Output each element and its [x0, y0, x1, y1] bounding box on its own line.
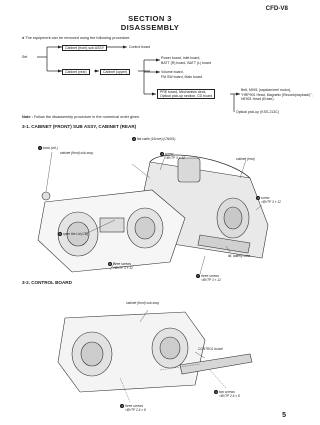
step-number: 2 — [121, 404, 123, 408]
flow-power-board-1: Power board, Inlet board, — [161, 56, 201, 60]
flow-volume-board-2: FM SW board, Main board — [161, 74, 203, 79]
callout-three-screws-right-1: three screws — [201, 273, 220, 278]
callout-batt-case: lid, battery case — [228, 254, 251, 258]
callout-screw-right-1: screw — [261, 195, 270, 200]
flow-volume-board-1: Volume board, — [161, 70, 184, 74]
step-number: 4 — [257, 196, 259, 200]
callout-knob-text: knob (vol.) — [43, 145, 58, 150]
flow-optical-pickup: Optical pick-up (KSS-213C) — [236, 110, 279, 114]
callout-two-screws-2: <BVTP 2.6 × 8 — [219, 393, 240, 398]
flow-power-board-2: BATT (R) board, BATT (L) board — [161, 60, 212, 65]
page-number: 5 — [282, 412, 286, 419]
callout-cab-rear: cabinet (rear) — [236, 157, 255, 161]
callout-open-lid — [58, 232, 88, 237]
callout-cab-front-assy-2: cabinet (front) sub assy — [126, 301, 160, 305]
flow-pre-board — [157, 89, 215, 99]
step-number: 1 — [39, 146, 41, 150]
flow-belt-3: HE901 Head (Erase) — [241, 97, 274, 101]
heading-3-1: 3-1. CABINET (FRONT) SUB ASSY, CABINET (REAR) — [22, 124, 137, 129]
flow-pre-board-line-1: PRE board, Mechanism deck, — [160, 90, 207, 94]
callout-flat-cable-text: flat cable (16core) (CN601) — [137, 136, 176, 141]
flow-cabinet-front: Cabinet (front) sub ASSY — [62, 45, 107, 51]
callout-screw-top — [160, 152, 185, 160]
flow-set: Set — [22, 55, 28, 59]
callout-three-screws-left — [108, 262, 133, 270]
callout-control-board: CONTROL board — [198, 347, 223, 351]
flow-control-board: Control board — [129, 45, 151, 49]
section-title: SECTION 3 — [128, 14, 172, 23]
callout-knob — [38, 146, 58, 151]
callout-three-screws-left-2: <BVTP 3 × 12 — [113, 265, 133, 270]
flow-cabinet-upper: Cabinet (upper) — [100, 69, 130, 75]
callout-screw-right — [256, 196, 281, 204]
heading-3-2: 3-2. CONTROL BOARD — [22, 280, 72, 285]
callout-three-screws-2-2: <BVTP 2.6 × 8 — [125, 407, 146, 412]
step-number: 6 — [109, 262, 111, 266]
callout-screw-top-2: <BVTP 3 × 12 — [165, 155, 185, 160]
step-number: 7 — [197, 274, 199, 278]
section-subtitle: DISASSEMBLY — [120, 23, 180, 32]
flow-belt-2: "HRP901 Head, Magnetic (Record/playback)", — [241, 92, 313, 97]
callout-three-screws-2-1: three screws — [125, 403, 144, 408]
callout-flat-cable — [132, 137, 175, 142]
callout-three-screws-left-1: three screws — [113, 261, 132, 266]
callout-open-lid-text: open the Lid (CD) — [63, 231, 89, 236]
control-board-view — [0, 290, 300, 420]
note-label: Note : — [22, 115, 33, 119]
callout-three-screws-2 — [120, 404, 146, 412]
intro-text: ● The equipment can be removed using the following procedure. — [22, 36, 131, 40]
step-number: 2 — [133, 137, 135, 141]
callout-two-screws-1: two screws — [219, 389, 235, 394]
callout-cab-front-assy: cabinet (front) sub assy — [60, 151, 94, 155]
step-number: 3 — [161, 152, 163, 156]
step-number: 5 — [59, 232, 61, 236]
callout-two-screws — [214, 390, 240, 398]
step-number: 1 — [215, 390, 217, 394]
callout-screw-top-1: screw — [165, 151, 174, 156]
callout-three-screws-right-2: <BVTP 3 × 12 — [201, 277, 221, 282]
flow-pre-board-line-2: Optical pick-up section, CD board — [160, 94, 213, 98]
flow-belt-1: Belt, M901 (capstan/reel motor), — [241, 88, 291, 92]
note — [22, 115, 140, 119]
model-number: CFD-V8 — [265, 5, 288, 12]
note-text: Follow the disassembly procedure in the numerical order given. — [33, 115, 141, 119]
callout-screw-right-2: <BVTP 3 × 12 — [261, 199, 281, 204]
callout-three-screws-right — [196, 274, 221, 282]
flow-cabinet-rear: Cabinet (rear) — [62, 69, 90, 75]
